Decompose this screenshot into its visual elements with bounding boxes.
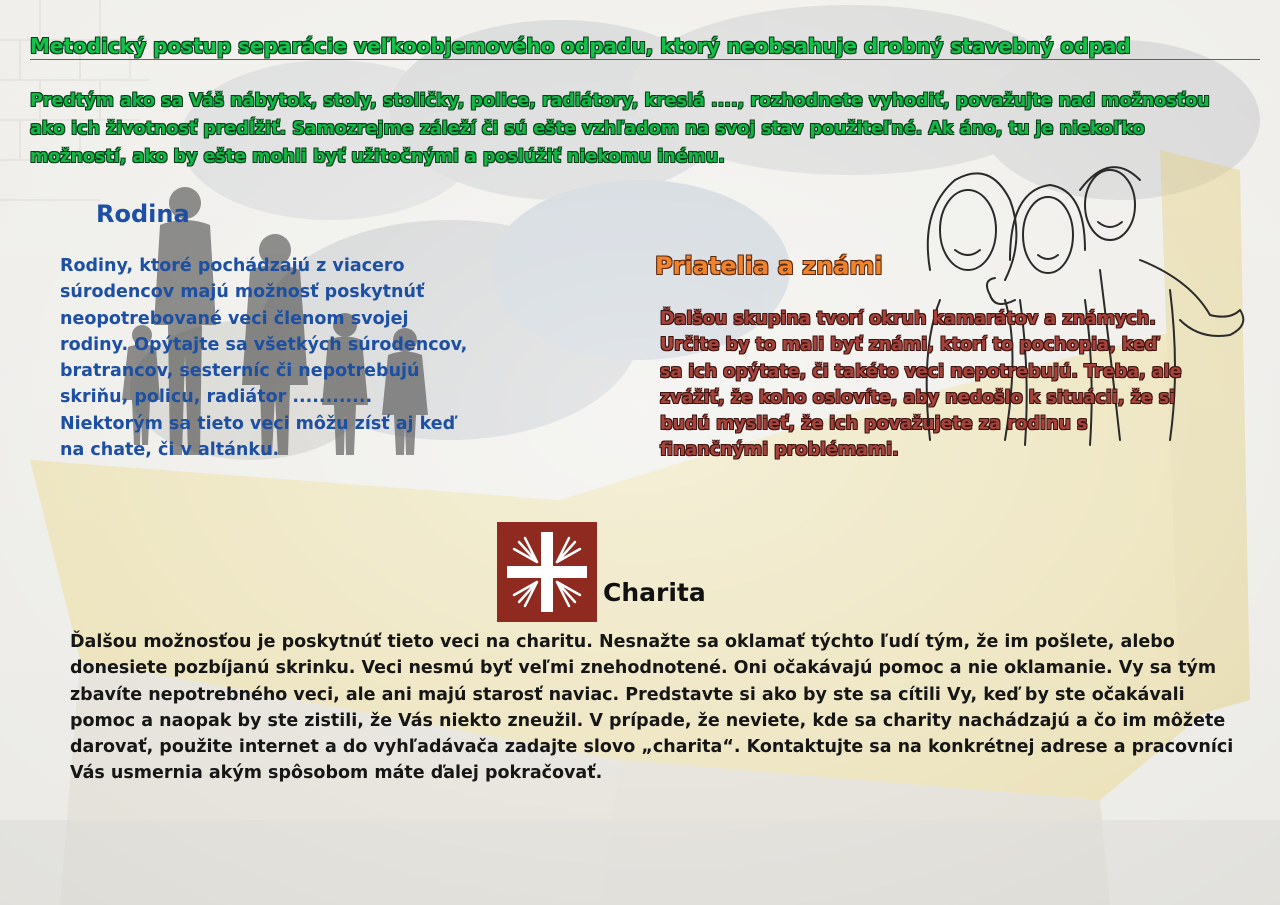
priatelia-heading: Priatelia a známi [655,252,883,280]
priatelia-text: Ďalšou skupina tvorí okruh kamarátov a známych. Určite by to mali byť známi, ktorí to pochopia, keď sa ich opýtate, či takéto veci nepotrebujú. Treba, ale zvážiť, že koho oslovíte, aby nedošlo k situácii, že si budú myslieť, že ich považujete za rodinu s finančnými problémami. [660,309,1182,461]
rodina-text: Rodiny, ktoré pochádzajú z viacero súrodencov majú možnosť poskytnúť neopotrebované veci členom svojej rodiny. Opýtajte sa všetkých súrodencov, bratrancov, sesterníc či nepotrebujú skriňu, policu, radiátor ............ Niektorým sa tieto veci môžu zísť aj keď na chate, či v altánku. [60,256,468,461]
charita-text: Ďalšou možnosťou je poskytnúť tieto veci na charitu. Nesnažte sa oklamať týchto ľudí tým, že im pošlete, alebo donesiete pozbíjanú skrinku. Veci nesmú byť veľmi znehodnotené. Oni očakávajú pomoc a nie oklamanie. Vy sa tým zbavíte nepotrebného veci, ale ani majú starosť naviac. Predstavte si ako by ste sa cítili Vy, keď by ste očakávali pomoc a naopak by ste zistili, že Vás niekto zneužil. V prípade, že neviete, kde sa charity nachádzajú a čo im môžete darovať, použite internet a do vyhľadávača zadajte slovo „charita“. Kontaktujte sa na konkrétnej adrese a pracovníci Vás usmernia akým spôsobom máte ďalej pokračovať. [70,632,1234,784]
rodina-heading: Rodina [96,200,190,228]
page-title: Metodický postup separácie veľkoobjemového odpadu, ktorý neobsahuje drobný stavebný odpad [30,34,1260,58]
charita-heading: Charita [603,578,706,607]
caritas-cross-icon [497,522,597,622]
intro-text: Predtým ako sa Váš nábytok, stoly, stoličky, police, radiátory, kreslá ...., rozhodnete vyhodiť, považujte nad možnosťou ako ich životnosť predĺžiť. Samozrejme záleží či sú ešte vzhľadom na svoj stav použiteľné. Ak áno, tu je niekoľko možností, ako by ešte mohli byť užitočnými a poslúžiť niekomu inému. [30,91,1210,167]
title-underline [30,59,1260,60]
